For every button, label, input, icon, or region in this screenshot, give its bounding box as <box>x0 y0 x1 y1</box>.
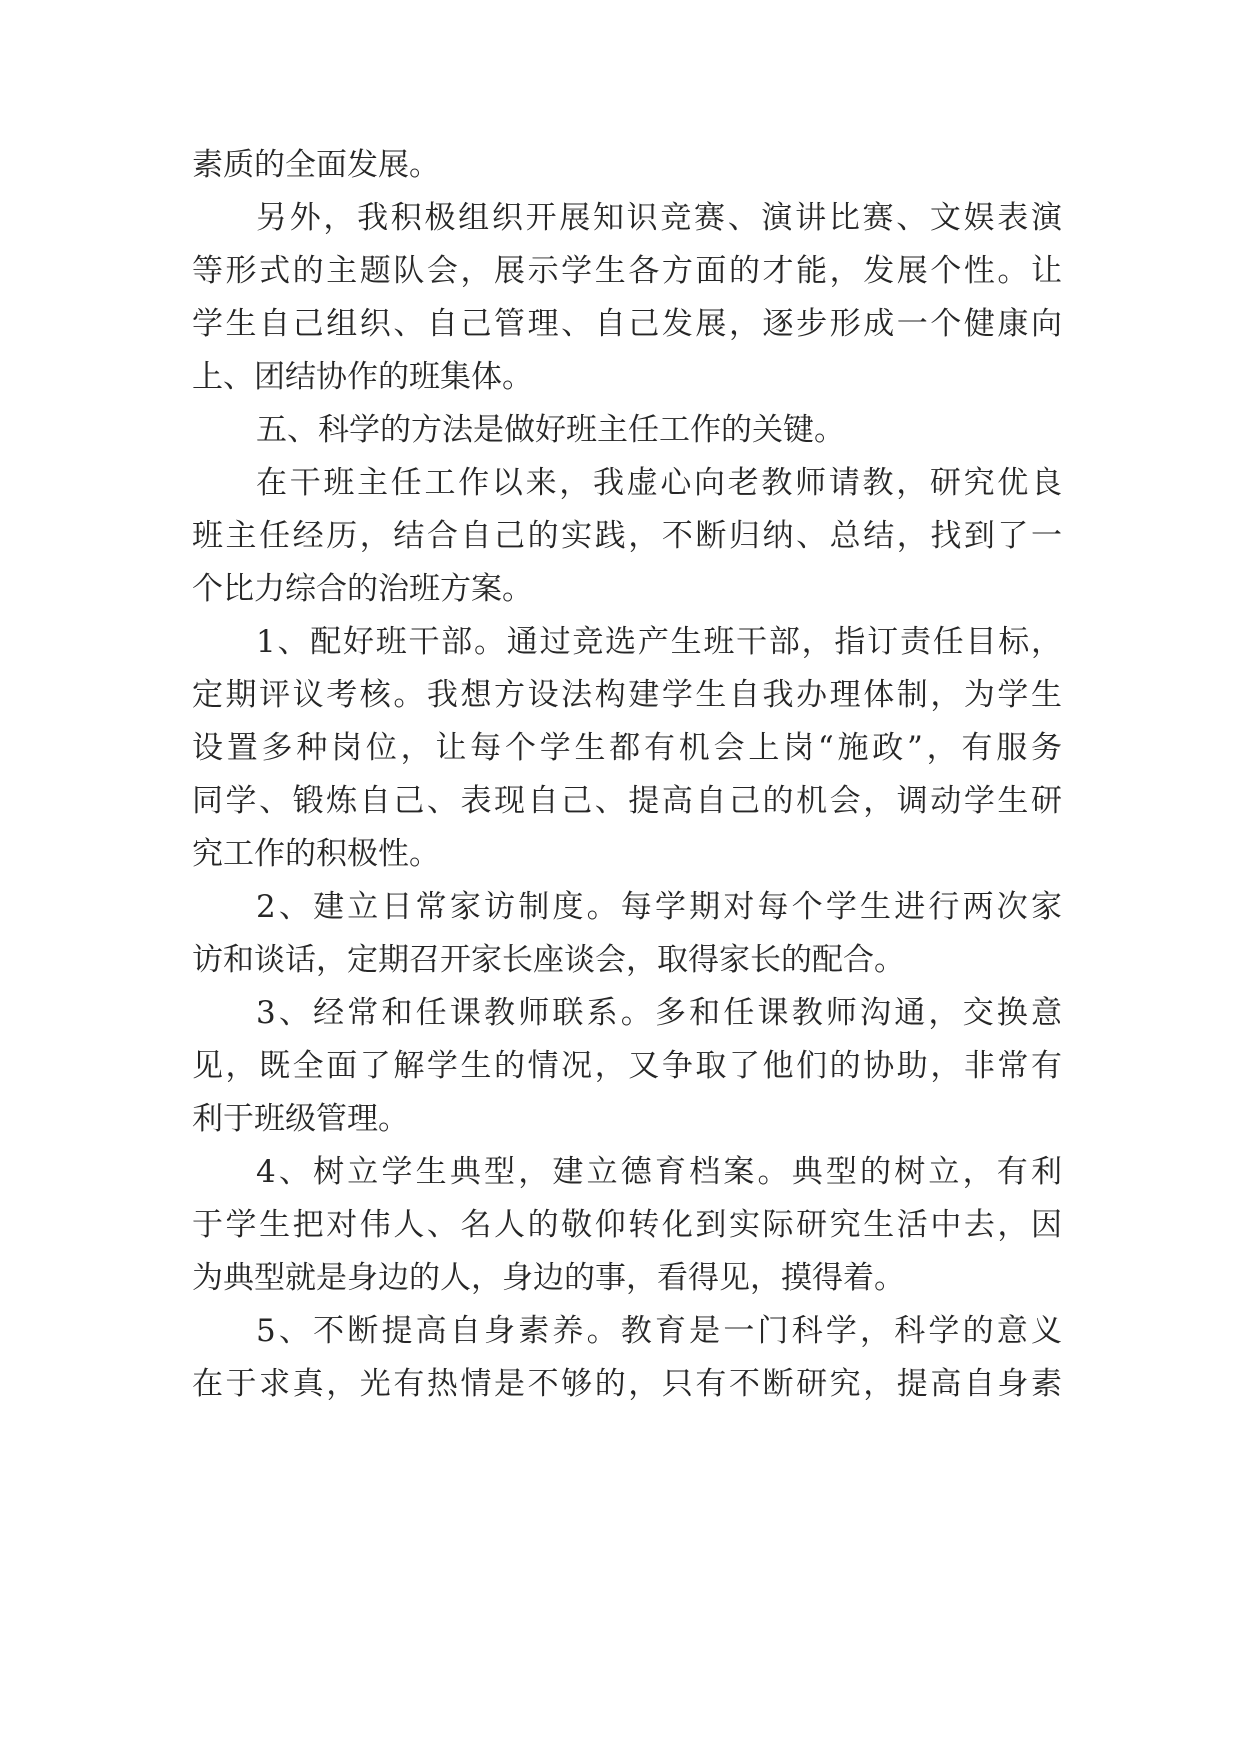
text-line: 设置多种岗位，让每个学生都有机会上岗“施政”，有服务 <box>192 730 1062 766</box>
text-line: 班主任经历，结合自己的实践，不断归纳、总结，找到了一 <box>192 518 1062 554</box>
text-line: 在于求真，光有热情是不够的，只有不断研究，提高自身素 <box>192 1366 1062 1402</box>
list-item-first-line: 1、配好班干部。通过竞选产生班干部，指订责任目标， <box>256 624 1062 660</box>
text-line: 上、团结协作的班集体。 <box>192 359 533 395</box>
paragraph-first-line: 另外，我积极组织开展知识竞赛、演讲比赛、文娱表演 <box>256 200 1062 236</box>
list-item-first-line: 4、树立学生典型，建立德育档案。典型的树立，有利 <box>256 1154 1062 1190</box>
list-item-first-line: 5、不断提高自身素养。教育是一门科学，科学的意义 <box>256 1313 1062 1349</box>
text-line: 访和谈话，定期召开家长座谈会，取得家长的配合。 <box>192 942 905 978</box>
text-line: 于学生把对伟人、名人的敬仰转化到实际研究生活中去，因 <box>192 1207 1062 1243</box>
text-line: 究工作的积极性。 <box>192 836 440 872</box>
text-line: 为典型就是身边的人，身边的事，看得见，摸得着。 <box>192 1260 905 1296</box>
text-line: 个比力综合的治班方案。 <box>192 571 533 607</box>
text-line: 见，既全面了解学生的情况，又争取了他们的协助，非常有 <box>192 1048 1062 1084</box>
section-heading: 五、科学的方法是做好班主任工作的关键。 <box>256 412 845 448</box>
list-item-first-line: 2、建立日常家访制度。每学期对每个学生进行两次家 <box>256 889 1062 925</box>
paragraph-first-line: 在干班主任工作以来，我虚心向老教师请教，研究优良 <box>256 465 1062 501</box>
text-line: 学生自己组织、自己管理、自己发展，逐步形成一个健康向 <box>192 306 1062 342</box>
text-line: 等形式的主题队会，展示学生各方面的才能，发展个性。让 <box>192 253 1062 289</box>
list-item-first-line: 3、经常和任课教师联系。多和任课教师沟通，交换意 <box>256 995 1062 1031</box>
text-line: 定期评议考核。我想方设法构建学生自我办理体制，为学生 <box>192 677 1062 713</box>
text-line: 利于班级管理。 <box>192 1101 409 1137</box>
text-line: 同学、锻炼自己、表现自己、提高自己的机会，调动学生研 <box>192 783 1062 819</box>
text-line: 素质的全面发展。 <box>192 147 440 183</box>
